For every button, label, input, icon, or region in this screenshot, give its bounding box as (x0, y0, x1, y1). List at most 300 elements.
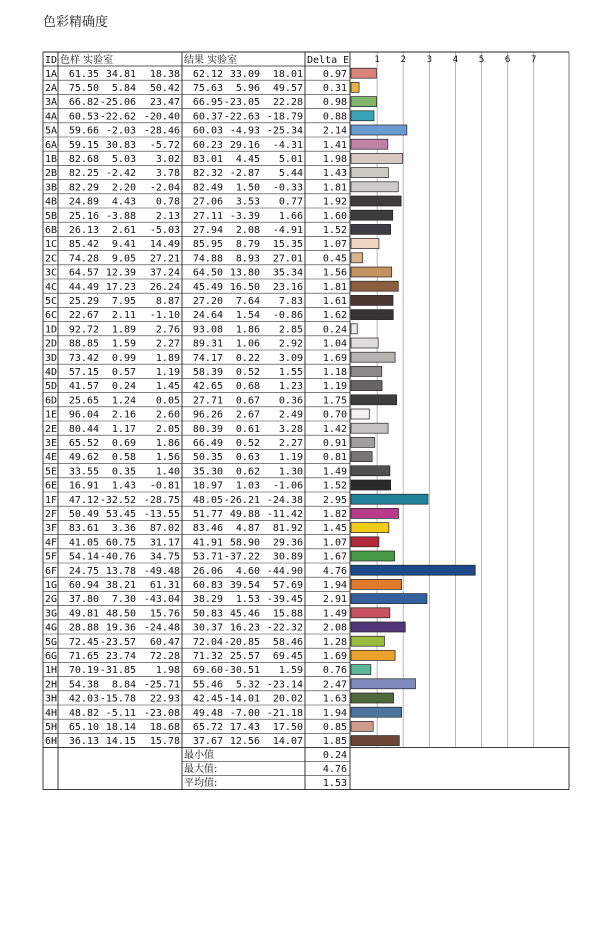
sample-value: 1.89 (111, 324, 136, 336)
delta-e-bar (351, 565, 475, 575)
delta-e-bar (351, 381, 382, 391)
x-tick-label: 7 (530, 55, 537, 65)
sample-value: 25.16 (68, 210, 99, 222)
delta-e-bar (351, 338, 378, 348)
sample-value: 27.21 (149, 253, 180, 265)
delta-e-value: 0.81 (322, 452, 347, 464)
result-value: 38.29 (192, 594, 223, 606)
delta-e-value: 1.81 (322, 182, 347, 194)
sample-value: 50.42 (149, 83, 180, 94)
result-value: 18.01 (272, 68, 303, 80)
result-value: 2.49 (278, 409, 303, 421)
result-value: 8.79 (235, 239, 260, 251)
sample-value: 15.78 (149, 736, 180, 748)
result-value: 0.62 (235, 466, 260, 478)
sample-value: 59.15 (68, 139, 99, 151)
footer-label: 最大值: (184, 764, 218, 776)
sample-value: 34.75 (149, 551, 180, 563)
result-value: 1.53 (235, 594, 260, 606)
result-value: 15.35 (272, 239, 303, 251)
sample-value: 42.03 (68, 693, 99, 705)
sample-value: 0.05 (155, 395, 180, 407)
result-value: 72.04 (192, 636, 223, 648)
result-value: 82.32 (192, 168, 223, 180)
result-value: 74.88 (192, 253, 223, 265)
result-value: 39.54 (229, 580, 260, 591)
row-id: 6B (45, 225, 58, 236)
sample-value: 14.49 (149, 239, 180, 251)
row-id: 5C (45, 296, 58, 307)
delta-e-bar (351, 523, 389, 533)
sample-value: 0.78 (155, 196, 180, 208)
result-value: 58.90 (229, 537, 260, 549)
sample-value: 60.94 (68, 580, 99, 591)
delta-e-bar (351, 281, 398, 291)
sample-value: -2.42 (105, 168, 136, 180)
delta-e-bar (351, 579, 402, 589)
row-id: 6C (45, 310, 58, 322)
delta-e-value: 1.28 (322, 636, 347, 648)
sample-value: 19.36 (105, 622, 136, 634)
delta-e-bar (351, 480, 391, 490)
sample-value: 12.39 (105, 267, 136, 279)
sample-value: 72.28 (149, 651, 180, 662)
x-tick-label: 3 (426, 55, 433, 65)
sample-value: -5.72 (149, 139, 180, 151)
result-value: 25.57 (229, 651, 260, 662)
delta-e-bar (351, 736, 399, 746)
sample-value: 8.84 (111, 679, 136, 691)
delta-e-bar (351, 707, 402, 717)
result-value: 33.09 (229, 68, 260, 80)
row-id: 3E (45, 438, 58, 449)
delta-e-value: 0.91 (322, 438, 347, 449)
sample-value: 0.69 (111, 438, 136, 449)
result-value: 51.77 (192, 509, 223, 520)
result-value: 27.01 (272, 253, 303, 265)
sample-value: 7.95 (111, 296, 136, 307)
result-value: -22.63 (223, 111, 260, 123)
sample-value: 85.42 (68, 239, 99, 251)
sample-value: 23.74 (105, 651, 136, 662)
row-id: 3F (45, 523, 58, 535)
result-value: -0.86 (272, 310, 303, 322)
row-id: 5B (45, 210, 58, 222)
delta-e-value: 1.19 (322, 381, 347, 393)
result-value: 4.45 (235, 154, 260, 165)
sample-value: 7.30 (111, 594, 136, 606)
delta-e-value: 1.81 (322, 281, 347, 293)
sample-value: 0.35 (111, 466, 136, 478)
sample-value: 1.45 (155, 381, 180, 393)
sample-value: 1.98 (155, 665, 180, 677)
sample-value: 18.14 (105, 722, 136, 733)
delta-e-bar (351, 68, 376, 78)
delta-e-bar (351, 494, 428, 504)
row-id: 1H (45, 665, 58, 677)
result-value: 85.95 (192, 239, 223, 251)
x-tick-label: 5 (478, 55, 485, 65)
sample-value: -13.55 (143, 509, 180, 520)
result-value: 57.69 (272, 580, 303, 591)
sample-value: 1.59 (111, 338, 136, 350)
result-value: 66.95 (192, 97, 223, 109)
sample-value: 41.05 (68, 537, 99, 549)
sample-value: -15.78 (99, 693, 136, 705)
result-value: 0.61 (235, 423, 260, 435)
result-value: 8.93 (235, 253, 260, 265)
delta-e-value: 2.91 (322, 594, 347, 606)
result-value: 27.94 (192, 225, 223, 236)
x-tick-label: 1 (374, 55, 380, 65)
sample-value: 54.38 (68, 679, 99, 691)
delta-e-value: 1.56 (322, 267, 347, 279)
sample-value: 88.85 (68, 338, 99, 350)
result-value: 66.49 (192, 438, 223, 449)
result-value: -0.33 (272, 182, 303, 194)
result-value: 53.71 (192, 551, 223, 563)
sample-value: -40.76 (99, 551, 136, 563)
sample-value: 44.49 (68, 281, 99, 293)
row-id: 6D (45, 395, 58, 407)
row-id: 4A (45, 111, 58, 123)
sample-value: 60.47 (149, 636, 180, 648)
row-id: 2E (45, 423, 58, 435)
sample-value: 1.86 (155, 438, 180, 449)
result-value: 16.23 (229, 622, 260, 634)
sample-value: 50.49 (68, 509, 99, 520)
sample-value: -24.48 (143, 622, 180, 634)
sample-value: 3.36 (111, 523, 136, 535)
sample-value: 2.05 (155, 423, 180, 435)
delta-e-value: 0.70 (322, 409, 347, 421)
sample-value: 37.80 (68, 594, 99, 606)
result-value: 1.30 (278, 466, 303, 478)
result-value: 0.36 (278, 395, 303, 407)
sample-value: 28.88 (68, 622, 99, 634)
result-value: 5.96 (235, 83, 260, 94)
row-id: 1B (45, 154, 58, 165)
row-id: 2A (45, 83, 58, 94)
result-value: 1.86 (235, 324, 260, 336)
row-id: 5D (45, 381, 58, 393)
result-value: -25.34 (266, 125, 303, 137)
result-value: 55.46 (192, 679, 223, 691)
row-id: 5G (45, 636, 58, 648)
sample-value: 9.41 (111, 239, 136, 251)
sample-value: -43.04 (143, 594, 180, 606)
delta-e-value: 1.69 (322, 352, 347, 364)
sample-value: 48.82 (68, 707, 99, 719)
row-id: 6H (45, 736, 58, 748)
delta-e-value: 0.31 (322, 83, 347, 94)
result-value: 17.43 (229, 722, 260, 733)
delta-e-value: 1.63 (322, 693, 347, 705)
sample-value: 60.53 (68, 111, 99, 123)
sample-value: 80.44 (68, 423, 99, 435)
sample-value: 5.03 (111, 154, 136, 165)
result-value: 29.36 (272, 537, 303, 549)
sample-value: 0.99 (111, 352, 136, 364)
sample-value: 2.16 (111, 409, 136, 421)
result-value: 7.83 (278, 296, 303, 307)
sample-value: 33.55 (68, 466, 99, 478)
result-value: 7.64 (235, 296, 260, 307)
result-value: 5.44 (278, 168, 303, 180)
result-value: -26.21 (223, 494, 260, 506)
row-id: 1D (45, 324, 58, 336)
sample-value: 18.38 (149, 68, 180, 80)
sample-value: 0.24 (111, 381, 136, 393)
sample-value: 4.43 (111, 196, 136, 208)
sample-value: 1.24 (111, 395, 136, 407)
delta-e-value: 1.49 (322, 466, 347, 478)
delta-e-value: 1.43 (322, 168, 347, 180)
x-tick-label: 6 (504, 55, 511, 65)
sample-value: -25.71 (143, 679, 180, 691)
row-id: 6F (45, 565, 58, 577)
result-value: 42.65 (192, 381, 223, 393)
delta-e-bar (351, 679, 415, 689)
sample-value: 54.14 (68, 551, 99, 563)
result-value: 15.88 (272, 608, 303, 620)
sample-value: 37.24 (149, 267, 180, 279)
delta-e-value: 1.92 (322, 196, 347, 208)
result-value: 49.48 (192, 707, 223, 719)
delta-e-bar (351, 466, 390, 476)
row-id: 6G (45, 651, 58, 662)
sample-value: 31.17 (149, 537, 180, 549)
sample-value: 41.57 (68, 381, 99, 393)
result-value: 2.67 (235, 409, 260, 421)
sample-value: 64.57 (68, 267, 99, 279)
result-value: 50.35 (192, 452, 223, 464)
result-value: 22.28 (272, 97, 303, 109)
row-id: 4E (45, 452, 58, 464)
row-id: 2B (45, 168, 58, 180)
sample-value: 0.58 (111, 452, 136, 464)
result-value: 0.68 (235, 381, 260, 393)
result-value: 3.28 (278, 423, 303, 435)
result-value: 5.01 (278, 154, 303, 165)
result-value: 4.87 (235, 523, 260, 535)
sample-value: 2.13 (155, 210, 180, 222)
sample-value: 71.65 (68, 651, 99, 662)
row-id: 3H (45, 693, 58, 705)
sample-value: 23.47 (149, 97, 180, 109)
result-value: 80.39 (192, 423, 223, 435)
result-value: 27.71 (192, 395, 223, 407)
delta-e-bar (351, 622, 405, 632)
delta-e-value: 2.95 (322, 494, 347, 506)
delta-e-bar (351, 253, 363, 263)
header-delta-e: Delta E (307, 55, 350, 66)
delta-e-value: 0.88 (322, 111, 347, 123)
row-id: 5A (45, 125, 58, 137)
delta-e-bar (351, 352, 395, 362)
result-value: 1.03 (235, 480, 260, 492)
delta-e-bar (351, 693, 394, 703)
sample-value: -5.03 (149, 225, 180, 236)
sample-value: 15.76 (149, 608, 180, 620)
sample-value: 18.68 (149, 722, 180, 733)
result-value: 64.50 (192, 267, 223, 279)
result-value: 0.63 (235, 452, 260, 464)
delta-e-value: 0.97 (322, 68, 347, 80)
sample-value: -23.57 (99, 636, 136, 648)
delta-e-bar (351, 310, 393, 320)
delta-e-value: 0.76 (322, 665, 347, 677)
result-value: 82.49 (192, 182, 223, 194)
result-value: 1.55 (278, 367, 303, 378)
page-title: 色彩精确度 (43, 15, 109, 30)
result-value: 60.23 (192, 139, 223, 151)
result-value: 1.54 (235, 310, 260, 322)
x-tick-label: 2 (400, 55, 406, 65)
result-value: -22.32 (266, 622, 303, 634)
delta-e-value: 2.08 (322, 622, 347, 634)
sample-value: -22.62 (99, 111, 136, 123)
result-value: -7.00 (229, 707, 260, 719)
delta-e-value: 1.07 (322, 537, 347, 549)
delta-e-value: 0.24 (322, 324, 347, 336)
row-id: 5H (45, 722, 58, 733)
result-value: 29.16 (229, 139, 260, 151)
result-value: 1.50 (235, 182, 260, 194)
result-value: 0.52 (235, 438, 260, 449)
sample-value: 1.43 (111, 480, 136, 492)
result-value: 93.08 (192, 324, 223, 336)
sample-value: 5.84 (111, 83, 136, 94)
sample-value: 1.89 (155, 352, 180, 364)
sample-value: 74.28 (68, 253, 99, 265)
row-id: 4C (45, 281, 58, 293)
result-value: 30.89 (272, 551, 303, 563)
sample-value: 8.87 (155, 296, 180, 307)
sample-value: 0.57 (111, 367, 136, 378)
result-value: 0.22 (235, 352, 260, 364)
result-value: 74.17 (192, 352, 223, 364)
delta-e-value: 1.94 (322, 580, 347, 591)
result-value: 35.30 (192, 466, 223, 478)
delta-e-value: 1.41 (322, 139, 347, 151)
sample-value: 60.75 (105, 537, 136, 549)
delta-e-bar (351, 409, 369, 419)
sample-value: 1.19 (155, 367, 180, 378)
result-value: 16.50 (229, 281, 260, 293)
delta-e-bar (351, 239, 379, 249)
row-id: 5F (45, 551, 58, 563)
header-id: ID (45, 55, 58, 66)
row-id: 4D (45, 367, 58, 378)
sample-value: -31.85 (99, 665, 136, 677)
result-value: 83.01 (192, 154, 223, 165)
sample-value: 96.04 (68, 409, 99, 421)
result-value: 81.92 (272, 523, 303, 535)
delta-e-bar (351, 721, 373, 731)
result-value: 3.53 (235, 196, 260, 208)
delta-e-bar (351, 324, 357, 334)
delta-e-value: 1.62 (322, 310, 347, 322)
footer-value: 4.76 (322, 764, 347, 776)
header-sample-lab: 色样 实验室 (60, 55, 114, 66)
delta-e-value: 1.18 (322, 367, 347, 378)
delta-e-bar (351, 168, 388, 178)
sample-value: 25.65 (68, 395, 99, 407)
sample-value: 1.17 (111, 423, 136, 435)
x-tick-label: 4 (452, 55, 459, 65)
delta-e-value: 1.52 (322, 480, 347, 492)
header-result-lab: 结果 实验室 (184, 55, 238, 66)
result-value: 48.05 (192, 494, 223, 506)
result-value: 35.34 (272, 267, 303, 279)
sample-value: 83.61 (68, 523, 99, 535)
result-value: 69.45 (272, 651, 303, 662)
sample-value: 82.25 (68, 168, 99, 180)
sample-value: 3.78 (155, 168, 180, 180)
row-id: 2F (45, 509, 58, 520)
sample-value: -5.11 (105, 707, 136, 719)
delta-e-value: 0.98 (322, 97, 347, 109)
delta-e-bar (351, 437, 375, 447)
row-id: 6E (45, 480, 58, 492)
sample-value: -0.81 (149, 480, 180, 492)
result-value: 83.46 (192, 523, 223, 535)
result-value: -11.42 (266, 509, 303, 520)
delta-e-value: 2.14 (322, 125, 347, 137)
footer-value: 1.53 (322, 778, 347, 790)
result-value: -39.45 (266, 594, 303, 606)
result-value: 58.46 (272, 636, 303, 648)
sample-value: 49.81 (68, 608, 99, 620)
delta-e-bar (351, 537, 379, 547)
delta-e-value: 1.94 (322, 707, 347, 719)
sample-value: 2.20 (111, 182, 136, 194)
sample-value: 2.11 (111, 310, 136, 322)
result-value: 41.91 (192, 537, 223, 549)
row-id: 1G (45, 580, 58, 591)
result-value: -37.22 (223, 551, 260, 563)
result-value: 69.60 (192, 665, 223, 677)
delta-e-bar (351, 665, 371, 675)
row-id: 2G (45, 594, 58, 606)
result-value: 3.09 (278, 352, 303, 364)
sample-value: 61.35 (68, 68, 99, 80)
result-value: 37.67 (192, 736, 223, 748)
delta-e-bar (351, 295, 393, 305)
delta-e-value: 1.04 (322, 338, 347, 350)
delta-e-value: 4.76 (322, 565, 347, 577)
sample-value: 82.29 (68, 182, 99, 194)
result-value: 27.11 (192, 210, 223, 222)
sample-value: 87.02 (149, 523, 180, 535)
delta-e-value: 1.98 (322, 154, 347, 165)
result-value: -3.39 (229, 210, 260, 222)
sample-value: -3.88 (105, 210, 136, 222)
delta-e-value: 1.52 (322, 225, 347, 236)
result-value: -4.93 (229, 125, 260, 137)
row-id: 3D (45, 352, 58, 364)
delta-e-bar (351, 224, 391, 234)
row-id: 4H (45, 707, 58, 719)
result-value: 89.31 (192, 338, 223, 350)
result-value: 0.52 (235, 367, 260, 378)
sample-value: 61.31 (149, 580, 180, 591)
delta-e-bar (351, 452, 372, 462)
sample-value: 1.56 (155, 452, 180, 464)
result-value: 2.27 (278, 438, 303, 449)
sample-value: 16.91 (68, 480, 99, 492)
